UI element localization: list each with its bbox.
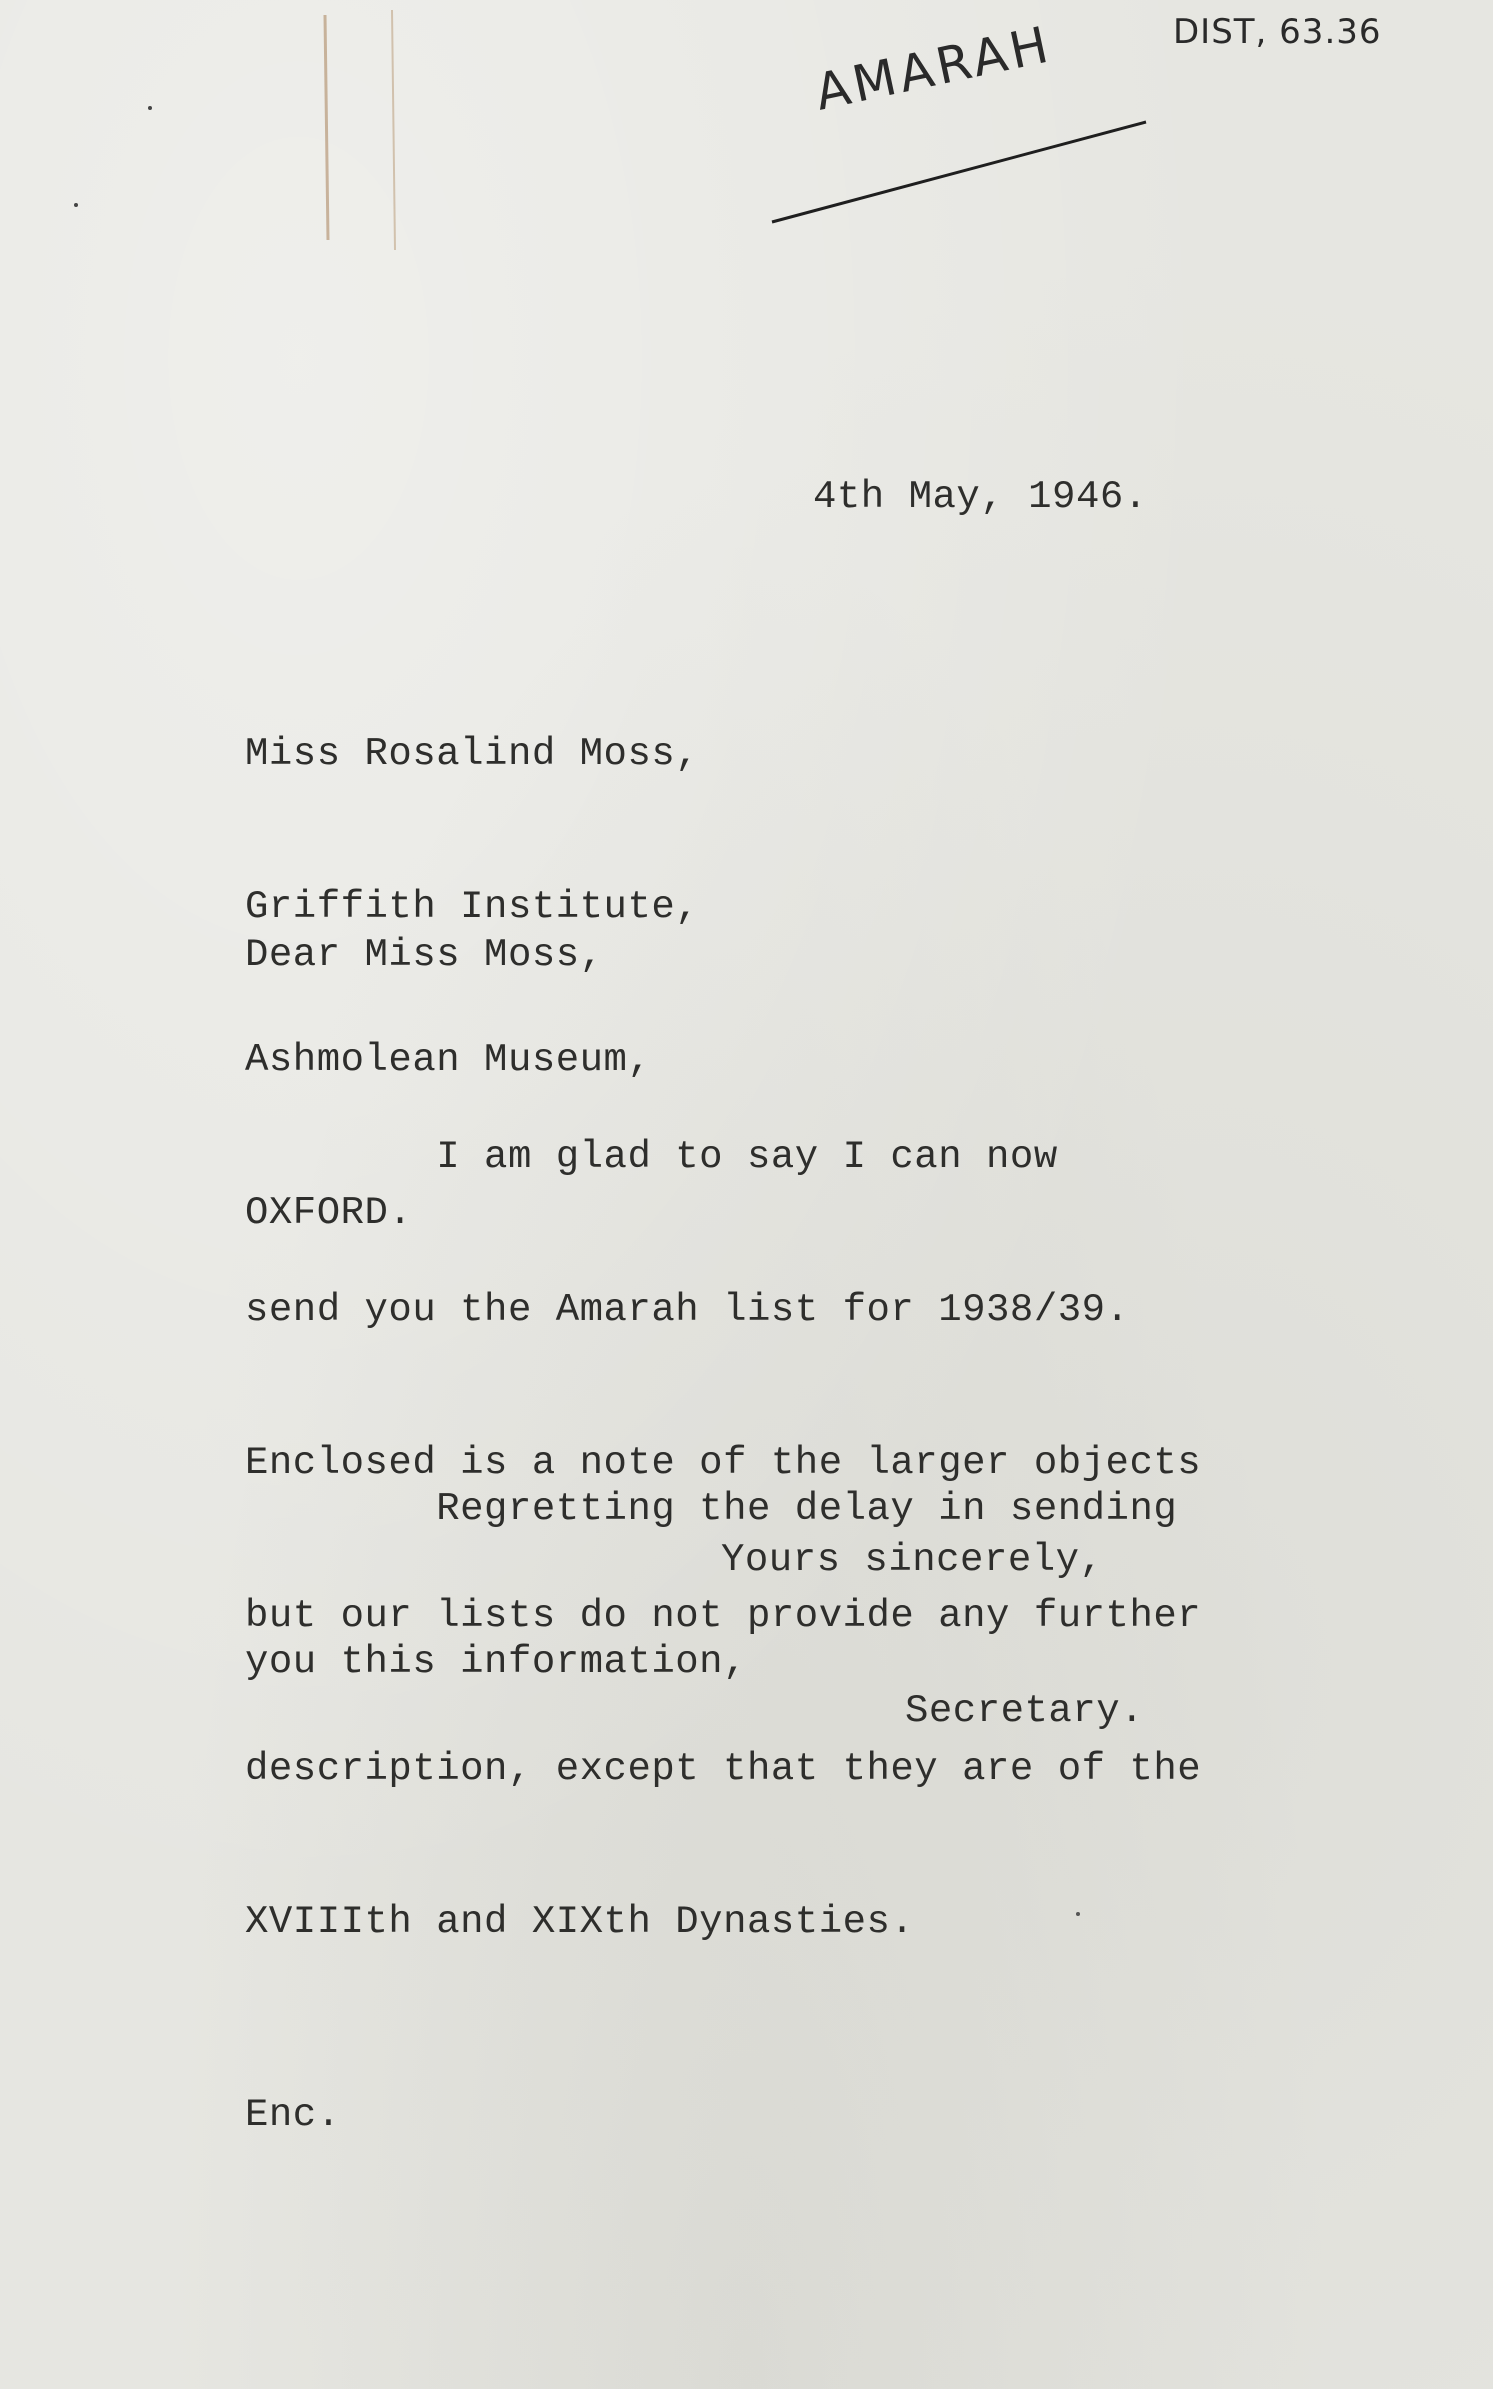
paragraph-line: description, except that they are of the xyxy=(245,1747,1202,1791)
address-line: Griffith Institute, xyxy=(245,885,700,929)
paragraph-line: Enclosed is a note of the larger objects xyxy=(245,1441,1202,1485)
address-line: Miss Rosalind Moss, xyxy=(245,732,700,776)
signature-title: Secretary. xyxy=(905,1689,1145,1733)
paragraph-line: but our lists do not provide any further xyxy=(245,1594,1202,1638)
address-line: OXFORD. xyxy=(245,1191,413,1235)
place-name-note: AMARAH xyxy=(810,15,1057,122)
paper-speck xyxy=(148,106,152,110)
paragraph-line: you this information, xyxy=(245,1640,747,1684)
enclosure-note: Enc. xyxy=(245,2093,341,2137)
closing: Yours sincerely, xyxy=(721,1538,1104,1582)
reference-number-note: DIST, 63.36 xyxy=(1173,12,1382,52)
address-line: Ashmolean Museum, xyxy=(245,1038,652,1082)
letter-date: 4th May, 1946. xyxy=(813,475,1148,519)
paragraph-line: Regretting the delay in sending xyxy=(245,1487,1178,1531)
paragraph-line: XVIIIth and XIXth Dynasties. xyxy=(245,1900,915,1944)
paragraph-line: I am glad to say I can now xyxy=(245,1135,1058,1179)
staple-mark-left xyxy=(325,15,328,240)
staple-mark-right xyxy=(392,10,395,250)
paper-speck xyxy=(74,203,78,207)
paragraph-line: send you the Amarah list for 1938/39. xyxy=(245,1288,1130,1332)
handwritten-underline xyxy=(772,122,1146,222)
salutation: Dear Miss Moss, xyxy=(245,933,604,977)
